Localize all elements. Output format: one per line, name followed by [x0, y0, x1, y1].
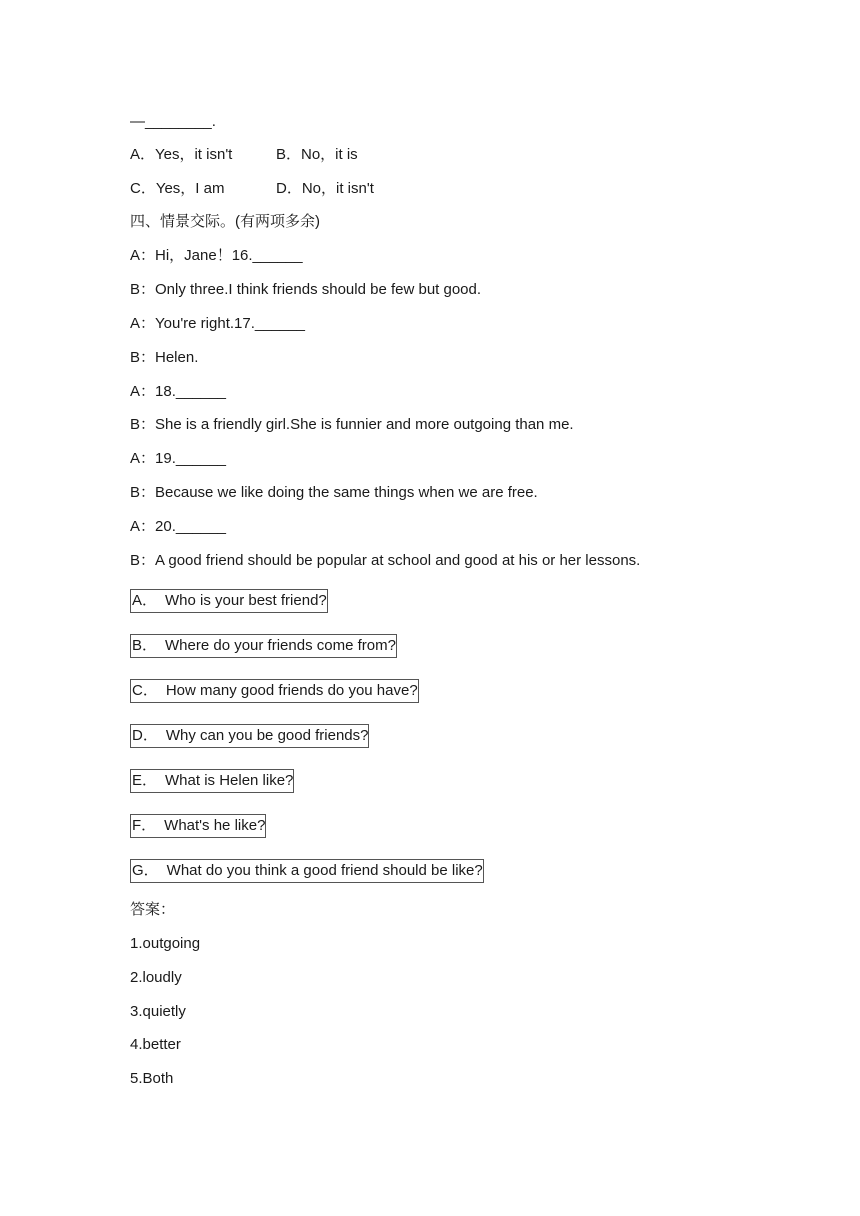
- option-text: What is Helen like?: [165, 772, 294, 789]
- option-text: How many good friends do you have?: [165, 682, 418, 699]
- dialogue-line-7: A：19.______: [130, 450, 226, 467]
- option-text: What's he like?: [164, 817, 266, 834]
- dialogue-line-5: A：18.______: [130, 383, 226, 400]
- option-letter: C．: [132, 682, 158, 699]
- choice-row-2: [130, 179, 374, 199]
- choice-a: A．Yes，it isn't: [130, 146, 233, 163]
- option-box-a: [130, 589, 328, 613]
- option-letter: B．: [132, 637, 158, 654]
- option-box-c: [130, 679, 419, 703]
- answer-blank-line: —________.: [130, 113, 216, 130]
- section-heading: 四、情景交际。(有两项多余): [130, 213, 320, 230]
- option-text: Why can you be good friends?: [165, 727, 369, 744]
- option-text: Where do your friends come from?: [165, 637, 396, 654]
- option-letter: E．: [132, 772, 158, 789]
- choice-row-1: [130, 145, 358, 165]
- choice-c: C．Yes，I am: [130, 180, 225, 197]
- option-letter: G．: [132, 862, 159, 879]
- dialogue-line-8: B：Because we like doing the same things when we are free.: [130, 484, 538, 501]
- dialogue-line-9: A：20.______: [130, 518, 226, 535]
- option-box-f: [130, 814, 266, 838]
- option-letter: A．: [132, 592, 158, 609]
- answer-item-2: 2.loudly: [130, 969, 182, 986]
- option-box-g: [130, 859, 484, 883]
- option-letter: D．: [132, 727, 158, 744]
- answer-item-3: 3.quietly: [130, 1003, 186, 1020]
- option-box-e: [130, 769, 294, 793]
- option-letter: F．: [132, 817, 157, 834]
- option-box-d: [130, 724, 369, 748]
- answer-item-1: 1.outgoing: [130, 935, 201, 952]
- option-box-b: [130, 634, 397, 658]
- choice-b: B．No，it is: [276, 146, 358, 163]
- dialogue-line-6: B：She is a friendly girl.She is funnier and more outgoing than me.: [130, 416, 574, 433]
- answers-heading: 答案：: [130, 901, 176, 918]
- dialogue-line-4: B：Helen.: [130, 349, 199, 366]
- dialogue-line-3: A：You're right.17.______: [130, 315, 305, 332]
- dialogue-line-2: B：Only three.I think friends should be few but good.: [130, 281, 482, 298]
- dialogue-line-1: A：Hi，Jane！16.______: [130, 247, 303, 264]
- answer-item-5: 5.Both: [130, 1070, 174, 1087]
- answer-item-4: 4.better: [130, 1036, 181, 1053]
- option-text: Who is your best friend?: [165, 592, 327, 609]
- choice-d: D．No，it isn't: [276, 180, 374, 197]
- option-text: What do you think a good friend should be like?: [166, 862, 483, 879]
- dialogue-line-10: B：A good friend should be popular at school and good at his or her lessons.: [130, 552, 641, 569]
